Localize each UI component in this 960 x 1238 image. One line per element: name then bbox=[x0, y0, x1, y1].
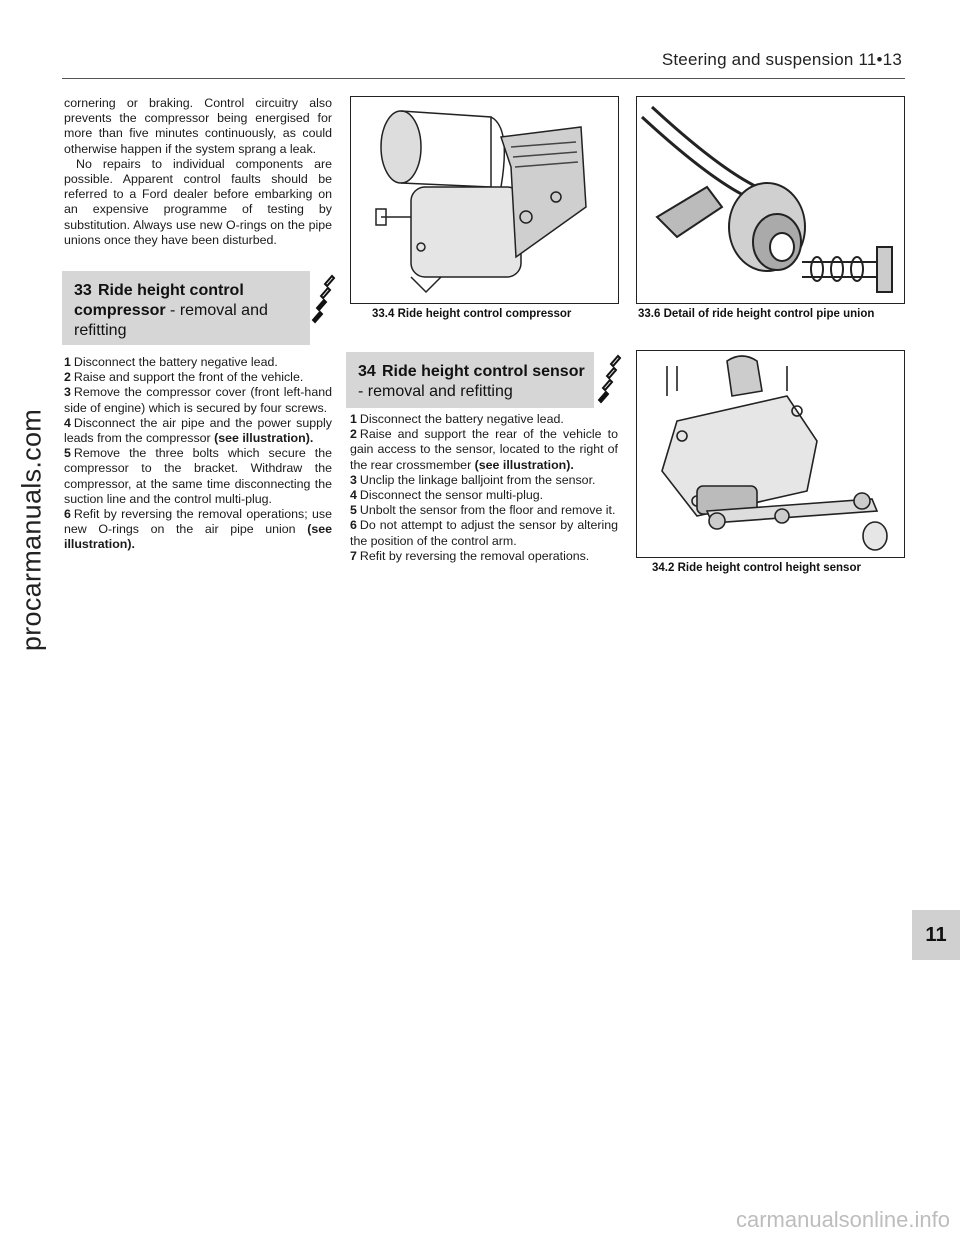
section-number: 33 bbox=[74, 282, 92, 299]
intro-paragraph: cornering or braking. Control circuitry also prevents the compressor being energised for more than five minutes continuously, as could otherwise happen if the system sprang a leak. bbox=[64, 96, 332, 156]
section-title-bold: Ride height control sensor bbox=[382, 363, 585, 380]
intro-paragraph: No repairs to individual components are possible. Apparent control faults should be referred to a Ford dealer before embarking on an expensive programme of testing by substitution. Always use new O-rings on the pipe unions once they have been disturbed. bbox=[64, 156, 332, 247]
section-34-steps bbox=[350, 412, 618, 564]
sensor-illustration bbox=[637, 351, 904, 557]
difficulty-wrench-icon bbox=[308, 272, 336, 324]
step-item: 6 Do not attempt to adjust the sensor by altering the position of the control arm. bbox=[350, 518, 618, 548]
section-33-heading bbox=[62, 271, 310, 345]
section-title-rest: - removal and refitting bbox=[74, 302, 268, 339]
compressor-illustration bbox=[351, 97, 618, 303]
step-item: 2 Raise and support the rear of the vehicle to gain access to the sensor, located to the right of the rear crossmember (see illustration). bbox=[350, 427, 618, 472]
step-item: 4 Disconnect the air pipe and the power supply leads from the compressor (see illustration). bbox=[64, 415, 332, 446]
caption-compressor: 33.4 Ride height control compressor bbox=[372, 308, 572, 320]
section-title-rest: - removal and refitting bbox=[358, 383, 513, 400]
step-item: 1 Disconnect the battery negative lead. bbox=[64, 355, 278, 369]
section-number: 34 bbox=[358, 363, 376, 380]
step-item: 5 Unbolt the sensor from the floor and remove it. bbox=[350, 503, 616, 518]
side-watermark: procarmanuals.com bbox=[16, 408, 47, 652]
section-title-bold: Ride height control compressor bbox=[74, 282, 244, 319]
difficulty-wrench-icon bbox=[594, 352, 622, 404]
footer-watermark: carmanualsonline.info bbox=[735, 1207, 950, 1232]
figure-sensor bbox=[636, 350, 905, 558]
figure-pipe-union bbox=[636, 96, 905, 304]
section-33-steps bbox=[64, 355, 332, 553]
left-column bbox=[64, 96, 332, 248]
step-item: 1 Disconnect the battery negative lead. bbox=[350, 412, 564, 426]
step-item: 6 Refit by reversing the removal operations; use new O-rings on the air pipe union (see illustration). bbox=[64, 507, 332, 552]
step-item: 5 Remove the three bolts which secure the compressor to the bracket. Withdraw the compressor, at the same time disconnecting the suction line and the control multi-plug. bbox=[64, 446, 332, 506]
chapter-tab: 11 bbox=[912, 910, 960, 960]
step-item: 4 Disconnect the sensor multi-plug. bbox=[350, 488, 544, 503]
figure-compressor bbox=[350, 96, 619, 304]
step-item: 3 Unclip the linkage balljoint from the sensor. bbox=[350, 472, 596, 487]
caption-sensor: 34.2 Ride height control height sensor bbox=[652, 562, 861, 574]
step-item: 3 Remove the compressor cover (front left-hand side of engine) which is secured by four screws. bbox=[64, 385, 332, 415]
pipe-union-illustration bbox=[637, 97, 904, 303]
page-header-title: Steering and suspension 11•13 bbox=[661, 50, 902, 69]
caption-pipe-union: 33.6 Detail of ride height control pipe union bbox=[638, 308, 875, 320]
step-item: 7 Refit by reversing the removal operations. bbox=[350, 548, 590, 563]
header-divider bbox=[62, 78, 905, 79]
section-34-heading bbox=[346, 352, 594, 408]
step-item: 2 Raise and support the front of the vehicle. bbox=[64, 370, 304, 385]
